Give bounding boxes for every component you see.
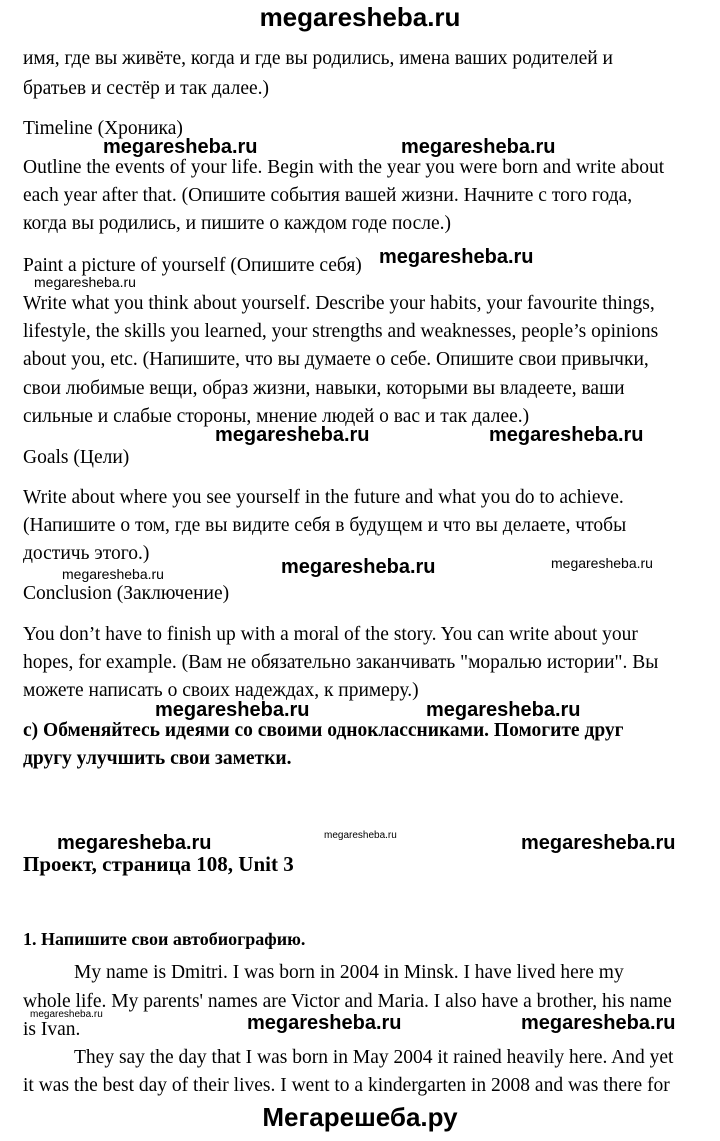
goals-line-2: (Напишите о том, где вы видите себя в будущем и что вы делаете, чтобы <box>23 515 627 536</box>
watermark: megaresheba.ru <box>521 1012 676 1034</box>
watermark: megaresheba.ru <box>62 566 164 582</box>
watermark: megaresheba.ru <box>379 246 534 268</box>
conclusion-line-3: можете написать о своих надеждах, к примеру.) <box>23 680 419 701</box>
paint-line-3: about you, etc. (Напишите, что вы думаете о себе. Опишите свои привычки, <box>23 349 649 370</box>
watermark: megaresheba.ru <box>30 1009 103 1020</box>
watermark: megaresheba.ru <box>521 832 676 854</box>
timeline-line-2: each year after that. (Опишите события вашей жизни. Начните с того года, <box>23 185 633 206</box>
goals-line-1: Write about where you see yourself in the future and what you do to achieve. <box>23 487 624 508</box>
watermark: megaresheba.ru <box>489 424 644 446</box>
story-line-5: it was the best day of their lives. I went to a kindergarten in 2008 and was there for <box>23 1075 670 1096</box>
watermark: megaresheba.ru <box>281 556 436 578</box>
conclusion-line-1: You don’t have to finish up with a moral of the story. You can write about your <box>23 624 638 645</box>
paint-line-5: сильные и слабые стороны, мнение людей о вас и так далее.) <box>23 406 530 427</box>
paint-line-2: lifestyle, the skills you learned, your strengths and weaknesses, people’s opinions <box>23 321 659 342</box>
site-footer: Мегарешеба.ру <box>262 1102 458 1132</box>
timeline-heading: Timeline (Хроника) <box>23 118 183 139</box>
watermark: megaresheba.ru <box>324 830 397 841</box>
watermark: megaresheba.ru <box>401 136 556 158</box>
goals-heading: Goals (Цели) <box>23 447 130 468</box>
paint-line-1: Write what you think about yourself. Describe your habits, your favourite things, <box>23 293 655 314</box>
conclusion-heading: Conclusion (Заключение) <box>23 583 230 604</box>
watermark: megaresheba.ru <box>426 699 581 721</box>
paint-heading: Paint a picture of yourself (Опишите себя) <box>23 255 362 276</box>
intro-line-1: имя, где вы живёте, когда и где вы родились, имена ваших родителей и <box>23 48 613 69</box>
watermark: megaresheba.ru <box>57 832 212 854</box>
watermark: megaresheba.ru <box>247 1012 402 1034</box>
timeline-line-3: когда вы родились, и пишите о каждом годе после.) <box>23 213 452 234</box>
story-line-1: My name is Dmitri. I was born in 2004 in Minsk. I have lived here my <box>74 962 624 983</box>
watermark: megaresheba.ru <box>551 555 653 571</box>
project-heading: Проект, страница 108, Unit 3 <box>23 852 294 876</box>
intro-line-2: братьев и сестёр и так далее.) <box>23 78 270 99</box>
timeline-line-1: Outline the events of your life. Begin with the year you were born and write about <box>23 157 665 178</box>
story-line-4: They say the day that I was born in May 2004 it rained heavily here. And yet <box>74 1047 674 1068</box>
story-line-2: whole life. My parents' names are Victor and Maria. I also have a brother, his name <box>23 991 672 1012</box>
paint-line-4: свои любимые вещи, образ жизни, навыки, которыми вы владеете, ваши <box>23 378 625 399</box>
task-c-line-1: c) Обменяйтесь идеями со своими одноклассниками. Помогите друг <box>23 720 624 741</box>
watermark: megaresheba.ru <box>215 424 370 446</box>
site-header: megaresheba.ru <box>259 2 461 32</box>
task-c-line-2: другу улучшить свои заметки. <box>23 748 292 769</box>
conclusion-line-2: hopes, for example. (Вам не обязательно заканчивать "моралью истории". Вы <box>23 652 659 673</box>
goals-line-3: достичь этого.) <box>23 543 150 564</box>
watermark: megaresheba.ru <box>155 699 310 721</box>
task-1-heading: 1. Напишите свои автобиографию. <box>23 929 306 949</box>
watermark: megaresheba.ru <box>34 274 136 290</box>
watermark: megaresheba.ru <box>103 136 258 158</box>
story-line-3: is Ivan. <box>23 1019 81 1040</box>
